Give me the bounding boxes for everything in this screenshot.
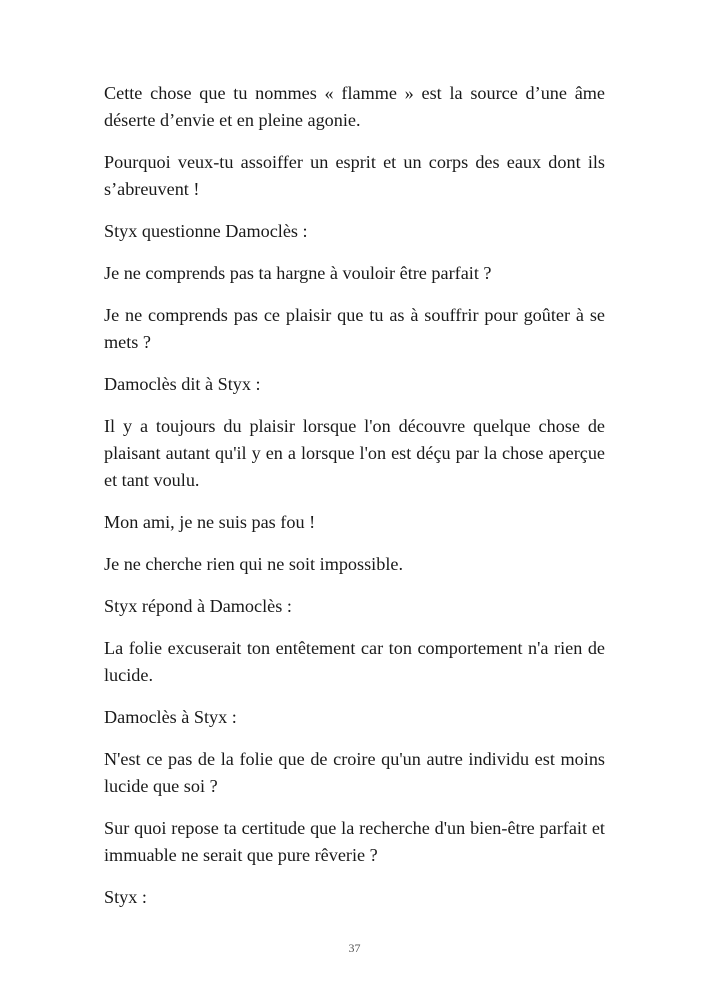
paragraph: Il y a toujours du plaisir lorsque l'on découvre quelque chose de plaisant autant qu'il y en a lorsque l'on est déçu par la chose aperçue et tant voulu. — [104, 416, 605, 490]
paragraph: Sur quoi repose ta certitude que la recherche d'un bien-être parfait et immuable ne serait que pure rêverie ? — [104, 818, 605, 865]
paragraph: Pourquoi veux-tu assoiffer un esprit et un corps des eaux dont ils s’abreuvent ! — [104, 152, 605, 199]
speaker-line: Styx questionne Damoclès : — [104, 221, 308, 241]
paragraph: N'est ce pas de la folie que de croire qu'un autre individu est moins lucide que soi ? — [104, 749, 605, 796]
speaker-line: Styx répond à Damoclès : — [104, 596, 292, 616]
paragraph: Je ne comprends pas ta hargne à vouloir être parfait ? — [104, 263, 492, 283]
speaker-line: Styx : — [104, 887, 147, 907]
speaker-line: Damoclès à Styx : — [104, 707, 237, 727]
paragraph: La folie excuserait ton entêtement car ton comportement n'a rien de lucide. — [104, 638, 605, 685]
speaker-line: Damoclès dit à Styx : — [104, 374, 261, 394]
paragraph: Je ne cherche rien qui ne soit impossible. — [104, 554, 404, 574]
page-body — [104, 80, 605, 926]
paragraph: Cette chose que tu nommes « flamme » est la source d’une âme déserte d’envie et en pleine agonie. — [104, 83, 605, 130]
page-number: 37 — [348, 941, 361, 955]
paragraph: Mon ami, je ne suis pas fou ! — [104, 512, 316, 532]
paragraph: Je ne comprends pas ce plaisir que tu as à souffrir pour goûter à se mets ? — [104, 305, 605, 352]
